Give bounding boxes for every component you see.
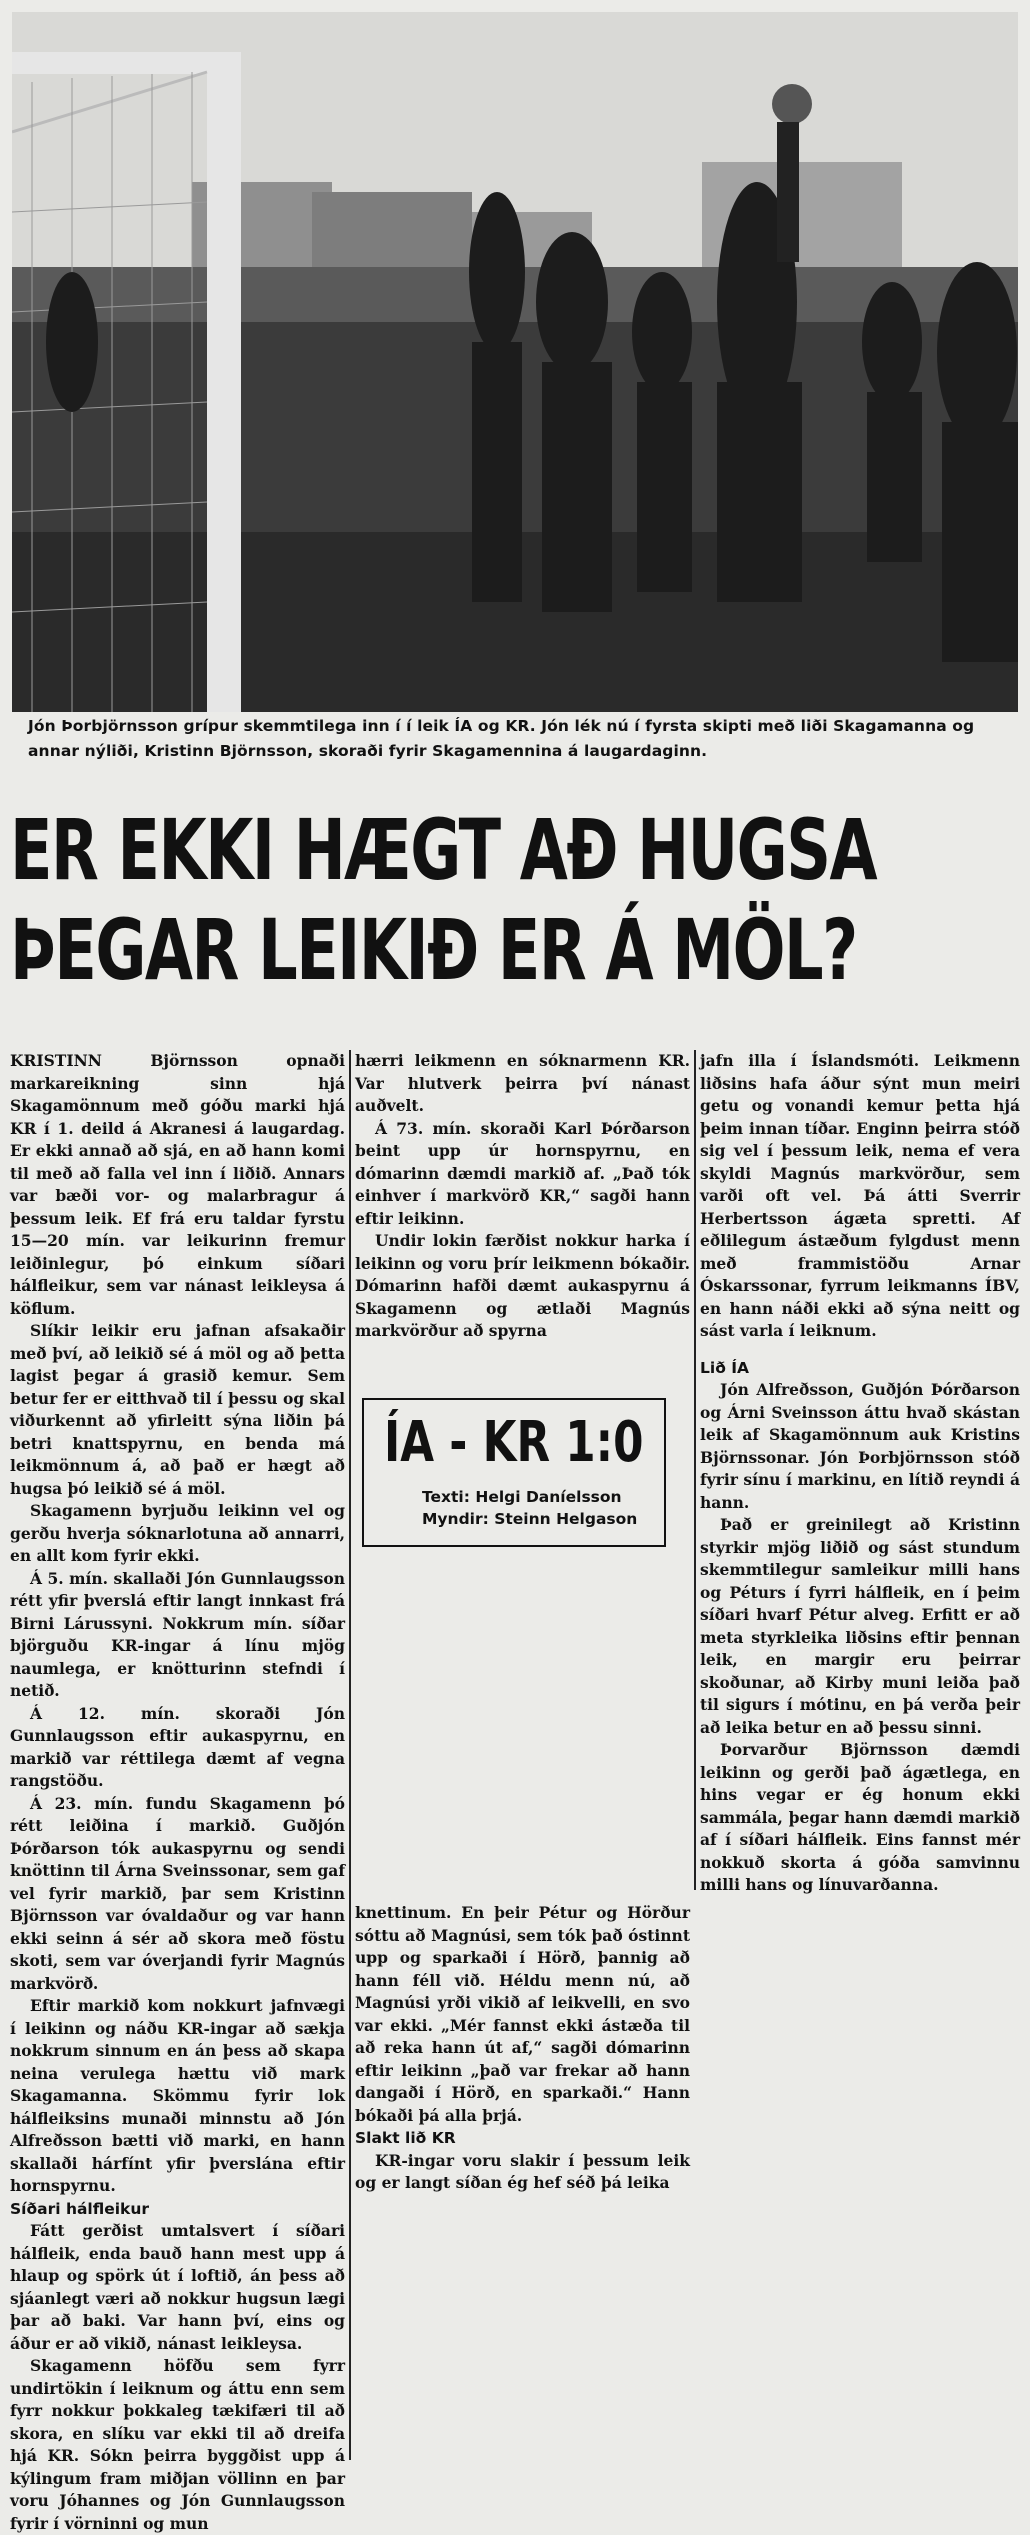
paragraph: Undir lokin færðist nokkur harka í leikinn og voru þrír leikmenn bókaðir. Dómarinn hafði dæmt aukaspyrnu á Skagamenn og ætlaði Magnús markvörður að spyrna (355, 1231, 690, 1340)
photo-credit: Myndir: Steinn Helgason (422, 1510, 638, 1528)
paragraph: Á 12. mín. skoraði Jón Gunnlaugsson eftir aukaspyrnu, en markið var réttilega dæmt af vegna rangstöðu. (10, 1703, 345, 1790)
paragraph: hærri leikmenn en sóknarmenn KR. Var hlutverk þeirra því nánast auðvelt. (355, 1051, 690, 1115)
article-column-1 (10, 1050, 345, 2535)
paragraph: Þorvarður Björnsson dæmdi leikinn og gerði það ágætlega, en hins vegar er ég honum ekki sammála, þegar hann dæmdi markið af í síðari hálfleik. Eins fannst mér nokkuð skorta á góða samvinnu milli hans og línuvarðanna. (700, 1740, 1020, 1894)
photo-caption: Jón Þorbjörnsson grípur skemmtilega inn í í leik ÍA og KR. Jón lék nú í fyrsta skipti með liði Skagamanna og annar nýliði, Kristinn Björnsson, skoraði fyrir Skagamennina á laugardaginn. (28, 717, 975, 760)
paragraph: KR-ingar voru slakir í þessum leik og er langt síðan ég hef séð þá leika (355, 2150, 690, 2192)
paragraph: Skagamenn höfðu sem fyrr undirtökin í leiknum og áttu enn sem fyrr nokkur þokkaleg tækifæri til að skora, en slíku var ekki til að dreifa hjá KR. Sókn þeirra byggðist upp á kýlingum fram miðjan völlinn en þar voru Jóhannes og Jón Gunnlaugsson fyrir í vörninni og mun (10, 2356, 345, 2533)
paragraph: KRISTINN Björnsson opnaði markareikning sinn hjá Skagamönnum með góðu marki hjá KR í 1. deild á Akranesi á laugardag. Er ekki annað að sjá, en að hann komi til með að falla vel inn í liðið. Annars var bæði vor- og malarbragur á þessum leik. Ef frá eru taldar fyrstu 15—20 mín. var leikurinn fremur leiðinlegur, þó einkum síðari hálfleikur, sem var nánast leikleysa á köflum. (10, 1051, 345, 1318)
paragraph: Jón Alfreðsson, Guðjón Þórðarson og Árni Sveinsson áttu hvað skástan leik af Skagamönnum auk Kristins Björnssonar. Jón Þorbjörnsson stóð fyrir sínu í markinu, en lítið reyndi á hann. (700, 1380, 1020, 1512)
score-box (362, 1398, 666, 1547)
paragraph: jafn illa í Íslandsmóti. Leikmenn liðsins hafa áður sýnt mun meiri getu og vonandi kemur þetta hjá þeim innan tíðar. Enginn þeirra stóð sig vel í þessum leik, nema ef vera skyldi Magnús markvörður, sem varði oft vel. Þá átti Sverrir Herbertsson ágæta spretti. Af eðlilegum ástæðum fylgdust menn með frammistöðu Arnar Óskarssonar, fyrrum leikmanns ÍBV, en hann náði ekki að sýna neitt og sást varla í leiknum. (700, 1051, 1020, 1340)
paragraph: Á 5. mín. skallaði Jón Gunnlaugsson rétt yfir þverslá eftir langt innkast frá Birni Lárussyni. Nokkrum mín. síðar björguðu KR-ingar á línu mjög naumlega, er knötturinn stefndi í netið. (10, 1568, 345, 1700)
article-column-2-bottom (355, 1902, 690, 2195)
headline (10, 800, 877, 1000)
subheading: Lið ÍA (700, 1358, 749, 1377)
subheading: Síðari hálfleikur (10, 2199, 150, 2218)
paragraph: knettinum. En þeir Pétur og Hörður sóttu að Magnúsi, sem tók það óstinnt upp og sparkaði í Hörð, þannig að hann féll við. Héldu menn nú, að Magnúsi yrði vikið af leikvelli, en svo var ekki. „Mér fannst ekki ástæða til að reka hann út af,“ sagði dómarinn eftir leikinn „það var frekar að hann dangaði í Hörð, en sparkaði.“ Hann bókaði þá alla þrjá. (355, 1903, 690, 2125)
paragraph: Fátt gerðist umtalsvert í síðari hálfleik, enda bauð hann mest upp á hlaup og spörk út í loftið, án þess að sjáanlegt væri að nokkur hugsun lægi þar að baki. Var hann því, eins og áður er að vikið, nánast leikleysa. (10, 2221, 345, 2353)
text-credit: Texti: Helgi Daníelsson (422, 1488, 622, 1506)
paragraph: Eftir markið kom nokkurt jafnvægi í leikinn og náðu KR-ingar að sækja nokkrum sinnum en án þess að skapa neina verulega hættu við mark Skagamanna. Skömmu fyrir lok hálfleiksins munaði minnstu að Jón Alfreðsson bætti við marki, en hann skallaði hárfínt yfir þverslána eftir hornspyrnu. (10, 1996, 345, 2195)
paragraph: Það er greinilegt að Kristinn styrkir mjög liðið og sást stundum skemmtilegur samleikur milli hans og Péturs í fyrri hálfleik, en í þeim síðari hvarf Pétur alveg. Erfitt er að meta styrkleika liðsins eftir þennan leik, en margir eru þeirrar skoðunar, að Kirby muni leiða það til sigurs í mótinu, en þá verða þeir að leika betur en að þessu sinni. (700, 1515, 1020, 1737)
photo-illustration (12, 12, 1018, 712)
article-column-2-top (355, 1050, 690, 1343)
column-divider (349, 1050, 351, 2460)
paragraph: Skagamenn byrjuðu leikinn vel og gerðu hverja sóknarlotuna að annarri, en allt kom fyrir ekki. (10, 1501, 345, 1565)
match-score: ÍA - KR 1:0 (384, 1410, 644, 1475)
column-divider (694, 1050, 696, 1890)
paragraph: Slíkir leikir eru jafnan afsakaðir með því, að leikið sé á möl og að þetta lagist þegar á grasið kemur. Sem betur fer er eitthvað til í þessu og skal viðurkennt að yfirleitt sýna liðin þá betri knattspyrnu, en benda má leikmönnum á, að það er hægt að hugsa þó leikið sé á möl. (10, 1321, 345, 1498)
paragraph: Á 73. mín. skoraði Karl Þórðarson beint upp úr hornspyrnu, en dómarinn dæmdi markið af. „Það tók einhver í markvörð KR,“ sagði hann eftir leikinn. (355, 1118, 690, 1228)
article-column-3 (700, 1050, 1020, 1897)
headline-line-1: ER EKKI HÆGT AÐ HUGSA (10, 801, 877, 899)
subheading: Slakt lið KR (355, 2129, 456, 2147)
paragraph: Á 23. mín. fundu Skagamenn þó rétt leiðina í markið. Guðjón Þórðarson tók aukaspyrnu og sendi knöttinn til Árna Sveinssonar, sem gaf vel fyrir markið, þar sem Kristinn Björnsson var óvaldaður og var hann ekki seinn á sér að skora með föstu skoti, sem var óverjandi fyrir Magnús markvörð. (10, 1793, 345, 1993)
match-photo (12, 12, 1018, 712)
headline-line-2: ÞEGAR LEIKIÐ ER Á MÖL? (10, 901, 857, 999)
